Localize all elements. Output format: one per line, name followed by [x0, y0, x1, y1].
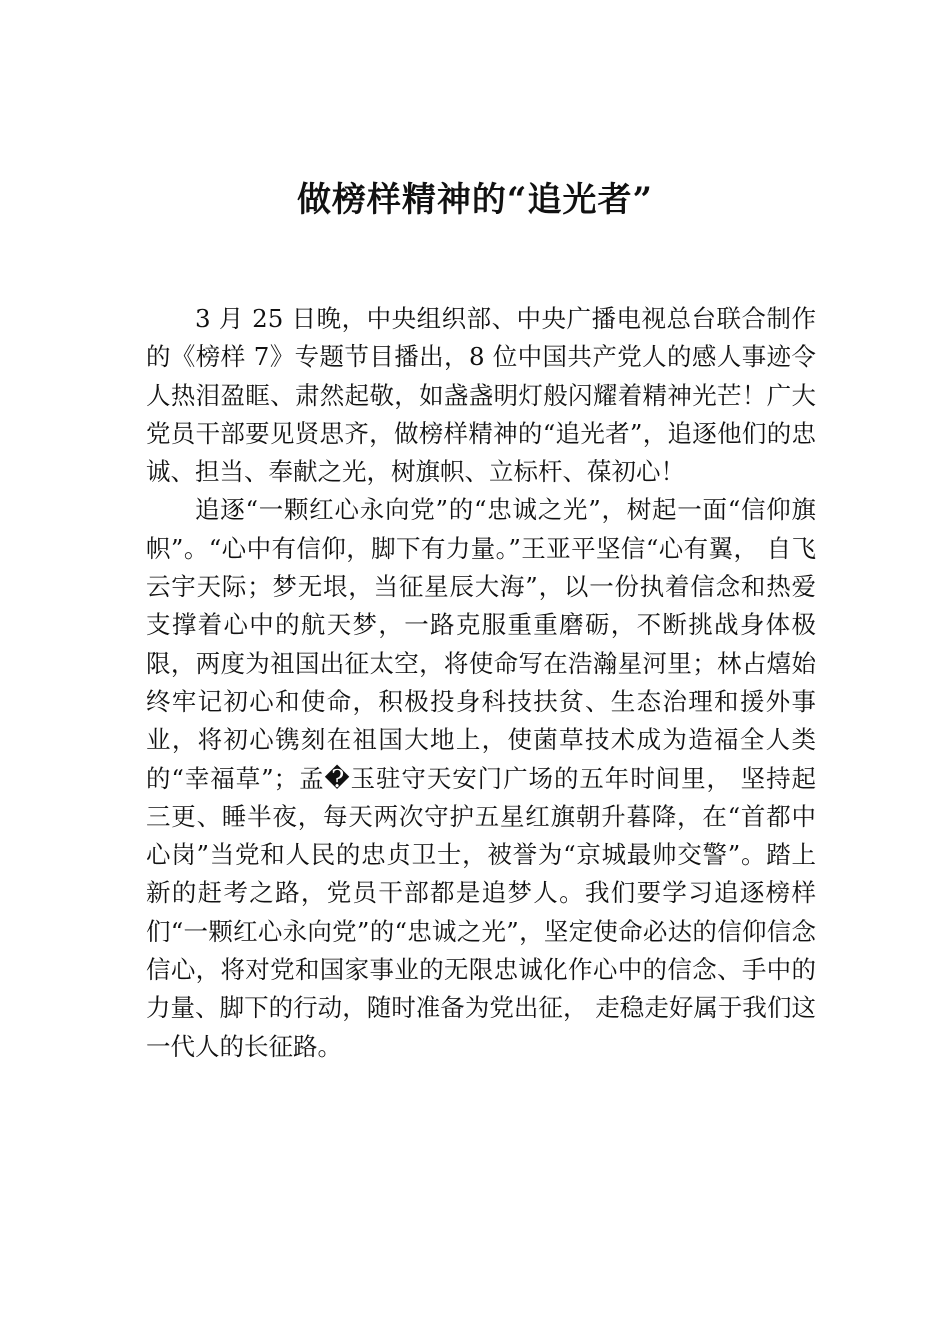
- paragraph-intro: 3 月 25 日晚，中央组织部、中央广播电视总台联合制作的《榜样 7》专题节目播出，8 位中国共产党人的感人事迹令人热泪盈眶、肃然起敬，如盏盏明灯般闪耀着精神光芒！广大党员干部要见贤思齐，做榜样精神的“追光者”，追逐他们的忠诚、担当、奉献之光，树旗帜、立标杆、葆初心！: [146, 304, 816, 487]
- document-body: [146, 300, 816, 1066]
- document-title: 做榜样精神的“追光者”: [296, 180, 654, 220]
- paragraph-loyalty: 追逐“一颗红心永向党”的“忠诚之光”，树起一面“信仰旗帜”。“心中有信仰，脚下有力量。”王亚平坚信“心有翼， 自飞云宇天际；梦无垠，当征星辰大海”，以一份执着信念和热爱支撑着心中的航天梦，一路克服重重磨砺，不断挑战身体极限，两度为祖国出征太空，将使命写在浩瀚星河里；林占熺始终牢记初心和使命，积极投身科技扶贫、生态治理和援外事业，将初心镌刻在祖国大地上，使菌草技术成为造福全人类的“幸福草”；孟�玉驻守天安门广场的五年时间里， 坚持起三更、睡半夜，每天两次守护五星红旗朝升暮降，在“首都中心岗”当党和人民的忠贞卫士，被誉为“京城最帅交警”。踏上新的赶考之路，党员干部都是追梦人。我们要学习追逐榜样们“一颗红心永向党”的“忠诚之光”，坚定使命必达的信仰信念信心，将对党和国家事业的无限忠诚化作心中的信念、手中的力量、脚下的行动，随时准备为党出征， 走稳走好属于我们这一代人的长征路。: [146, 495, 816, 1061]
